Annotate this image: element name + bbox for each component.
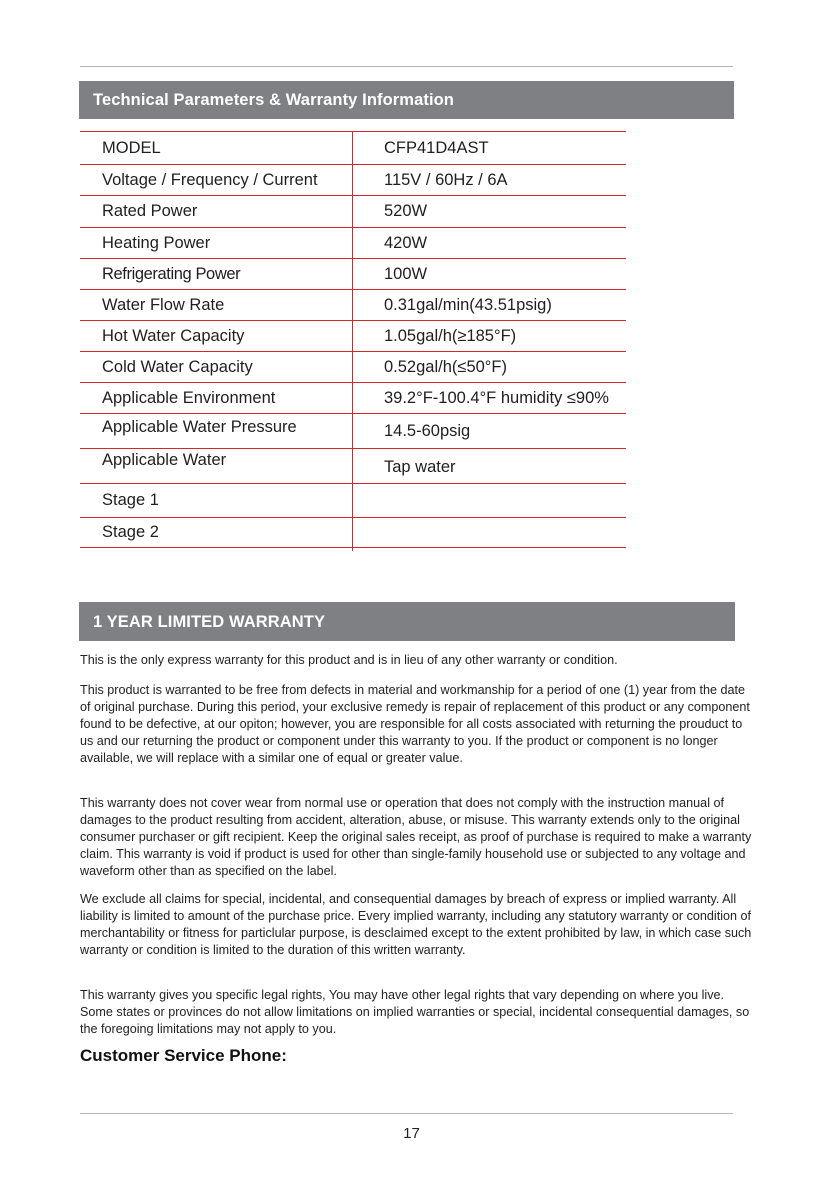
spec-value: 100W xyxy=(384,264,428,283)
spec-label: Cold Water Capacity xyxy=(102,357,253,376)
spec-row xyxy=(80,258,626,289)
warranty-paragraph: We exclude all claims for special, incidental, and consequential damages by breach of express or implied warranty. All liability is limited to amount of the purchase price. Every implied warranty, including any statutory warranty or condition of merchantability or fitness for particlular purpose, is desclaimed except to the extent prohibited by law, in which case such warranty or condition is limited to the duration of this written warranty. xyxy=(80,892,752,957)
spec-row xyxy=(80,164,626,195)
spec-row xyxy=(80,320,626,351)
spec-column-divider xyxy=(352,131,353,551)
spec-row xyxy=(80,483,626,517)
spec-label: Stage 2 xyxy=(102,523,159,541)
spec-table xyxy=(80,131,626,548)
spec-label: Hot Water Capacity xyxy=(102,326,245,345)
spec-label: Heating Power xyxy=(102,233,211,252)
spec-label: Applicable Water Pressure xyxy=(102,417,297,436)
warranty-paragraph: This product is warranted to be free from defects in material and workmanship for a period of one (1) year from the date of original purchase. During this period, your exclusive remedy is repair of replacement of this product or any component found to be defective, at our opiton; however, you are responsible for all costs associated with returning the prouduct to us and our returning the product or component under this warranty to you. If the product or component is no longer available, we will replace with a similar one of equal or greater value. xyxy=(80,683,750,765)
spec-label: Rated Power xyxy=(102,202,198,220)
warranty-paragraph: This is the only express warranty for this product and is in lieu of any other warranty or condition. xyxy=(80,653,618,667)
spec-value: CFP41D4AST xyxy=(384,138,489,157)
spec-row xyxy=(80,131,626,164)
warranty-paragraph: This warranty does not cover wear from normal use or operation that does not comply with the instruction manual of damages to the product resulting from accident, alteration, abuse, or misuse. This warranty extends only to the original consumer purchaser or gift recipient. Keep the original sales receipt, as proof of purchase is required to make a warranty claim. This warranty is void if product is used for other than single-family household use or subjected to any voltage and waveform other than as specified on the label. xyxy=(80,796,752,878)
spec-label: Water Flow Rate xyxy=(102,295,225,314)
spec-value: 520W xyxy=(384,202,428,220)
spec-label: Voltage / Frequency / Current xyxy=(102,170,318,189)
bottom-rule xyxy=(80,1113,733,1114)
warranty-banner: 1 YEAR LIMITED WARRANTY xyxy=(79,602,735,641)
customer-service-heading: Customer Service Phone: xyxy=(80,1046,287,1065)
spec-value: 0.52gal/h(≤50°F) xyxy=(384,357,507,376)
spec-row xyxy=(80,195,626,227)
spec-value: 1.05gal/h(≥185°F) xyxy=(384,326,517,345)
spec-label: Refrigerating Power xyxy=(102,264,241,283)
page-number: 17 xyxy=(403,1125,420,1142)
spec-row xyxy=(80,448,626,483)
spec-value: 39.2°F-100.4°F humidity ≤90% xyxy=(384,388,609,407)
spec-row xyxy=(80,517,626,548)
spec-row xyxy=(80,351,626,382)
spec-value: 0.31gal/min(43.51psig) xyxy=(384,295,552,314)
warranty-paragraph: This warranty gives you specific legal rights, You may have other legal rights that vary depending on where you live. Some states or provinces do not allow limitations on implied warranties or special, incidental consequential damages, so the foregoing limitations may not apply to you. xyxy=(80,988,750,1036)
spec-label: Stage 1 xyxy=(102,491,159,509)
spec-value: 14.5-60psig xyxy=(384,421,471,440)
technical-parameters-banner: Technical Parameters & Warranty Information xyxy=(79,81,734,119)
spec-row xyxy=(80,227,626,258)
spec-value: 115V / 60Hz / 6A xyxy=(384,170,508,189)
spec-value: 420W xyxy=(384,233,428,252)
spec-label: MODEL xyxy=(102,138,161,157)
spec-row xyxy=(80,289,626,320)
spec-label: Applicable Water xyxy=(102,451,227,469)
spec-label: Applicable Environment xyxy=(102,388,276,407)
spec-value: Tap water xyxy=(384,457,456,476)
top-rule xyxy=(80,66,733,67)
